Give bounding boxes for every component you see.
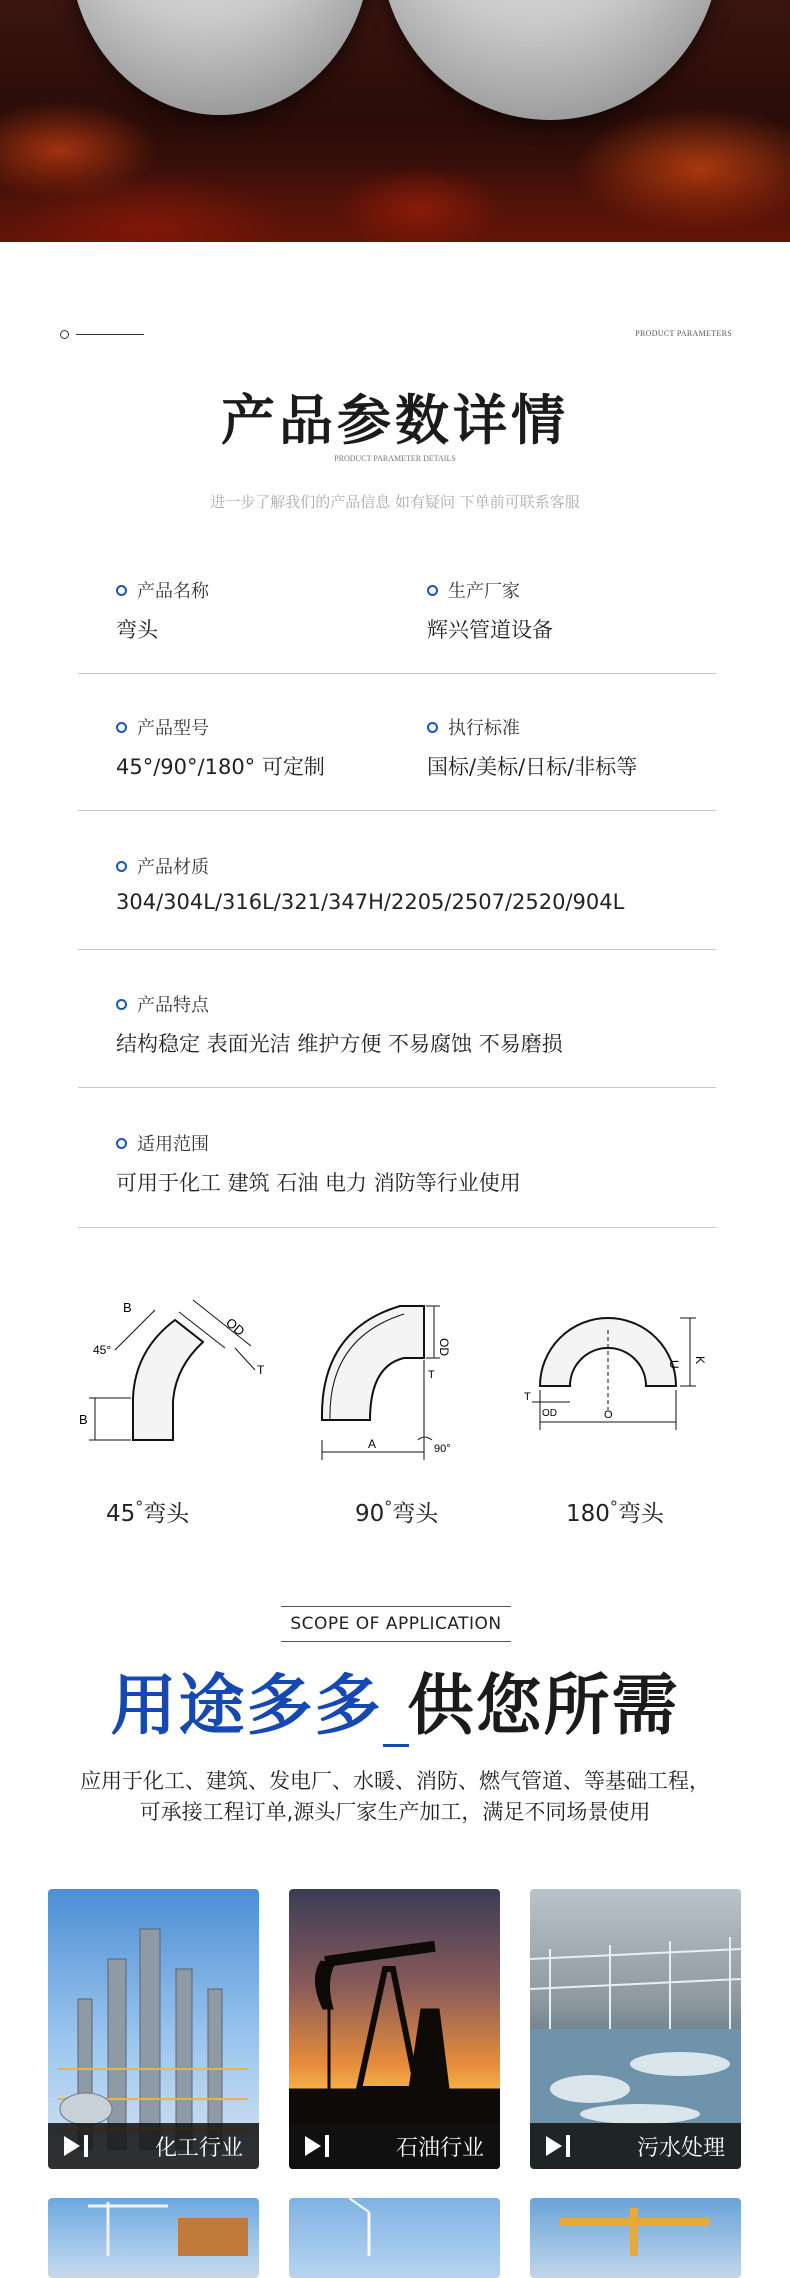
card-caption-bar <box>530 2123 741 2169</box>
dim-label: B <box>79 1412 88 1427</box>
play-icon[interactable] <box>546 2132 586 2160</box>
divider <box>78 673 716 674</box>
param-row <box>78 578 716 674</box>
industry-card-pipeline[interactable] <box>530 2198 741 2278</box>
wind-turbine-image <box>289 2198 500 2256</box>
dim-label: 45° <box>93 1343 112 1357</box>
divider <box>78 949 716 950</box>
param-manufacturer: 生产厂家 辉兴管道设备 <box>427 581 553 642</box>
param-row <box>78 992 716 1088</box>
param-model: 产品型号 45°/90°/180° 可定制 <box>116 718 325 779</box>
dim-label: A <box>368 1437 377 1451</box>
bullet-dot-icon <box>116 1138 127 1149</box>
industry-card-chemical[interactable] <box>48 1889 259 2169</box>
construction-image <box>48 2198 259 2256</box>
param-standard: 执行标准 国标/美标/日标/非标等 <box>427 718 638 779</box>
decor-line <box>76 334 144 335</box>
decor-circle-icon <box>60 330 69 339</box>
divider <box>78 810 716 811</box>
bullet-dot-icon <box>427 585 438 596</box>
card-label: 污水处理 <box>636 2135 725 2161</box>
param-row <box>78 854 716 950</box>
dim-label: OD <box>437 1338 451 1356</box>
dim-label: K <box>693 1356 707 1365</box>
dim-label: 90° <box>434 1443 451 1455</box>
play-icon[interactable] <box>305 2132 345 2160</box>
scope-tag: SCOPE OF APPLICATION <box>281 1606 511 1642</box>
param-product-name: 产品名称 弯头 <box>116 581 209 642</box>
dim-label: OD <box>542 1408 557 1419</box>
pipeline-image <box>530 2198 741 2256</box>
title-underline <box>383 1744 409 1747</box>
steel-cap-image-left <box>70 0 370 115</box>
elbow-45-label: 45°弯头 <box>106 1497 190 1527</box>
param-row <box>78 1131 716 1228</box>
section-tag-en: PRODUCT PARAMETERS <box>635 329 732 338</box>
hero-banner <box>0 0 790 242</box>
bullet-dot-icon <box>116 861 127 872</box>
section-subtitle-en: PRODUCT PARAMETER DETAILS <box>334 454 456 463</box>
elbow-90-diagram <box>300 1290 490 1470</box>
elbow-180-diagram <box>520 1290 720 1470</box>
industry-card-power[interactable] <box>289 2198 500 2278</box>
bullet-dot-icon <box>116 999 127 1010</box>
elbow-45-diagram <box>75 1290 295 1470</box>
param-material: 产品材质 304/304L/316L/321/347H/2205/2507/2520/904L <box>116 857 625 914</box>
card-caption-bar <box>289 2123 500 2169</box>
steel-cap-image-right <box>380 0 720 120</box>
dim-label: T <box>524 1391 531 1403</box>
param-features: 产品特点 结构稳定 表面光洁 维护方便 不易腐蚀 不易磨损 <box>116 995 563 1056</box>
section-subtitle-cn: 进一步了解我们的产品信息 如有疑问 下单前可联系客服 <box>210 493 580 511</box>
card-label: 石油行业 <box>395 2135 484 2161</box>
dim-label: OD <box>223 1314 248 1339</box>
elbow-180-label: 180°弯头 <box>566 1497 664 1527</box>
divider <box>78 1087 716 1088</box>
dim-label: U <box>667 1360 681 1369</box>
scope-description: 应用于化工、建筑、发电厂、水暖、消防、燃气管道、等基础工程， 可承接工程订单,源头厂家生产加工，满足不同场景使用 <box>80 1769 710 1824</box>
param-scope: 适用范围 可用于化工 建筑 石油 电力 消防等行业使用 <box>116 1134 521 1195</box>
card-label: 化工行业 <box>154 2135 243 2161</box>
play-icon[interactable] <box>64 2132 104 2160</box>
bullet-dot-icon <box>116 585 127 596</box>
industry-card-construction[interactable] <box>48 2198 259 2278</box>
industry-card-wastewater[interactable] <box>530 1889 741 2169</box>
card-caption-bar <box>48 2123 259 2169</box>
dim-label: B <box>123 1300 132 1315</box>
dim-label: T <box>428 1369 435 1381</box>
page-title: 产品参数详情 <box>221 389 569 452</box>
param-row <box>78 715 716 811</box>
dim-label: O <box>604 1409 613 1421</box>
bullet-dot-icon <box>427 722 438 733</box>
divider <box>78 1227 716 1228</box>
bullet-dot-icon <box>116 722 127 733</box>
dim-label: T <box>257 1363 265 1377</box>
industry-card-oil[interactable] <box>289 1889 500 2169</box>
elbow-90-label: 90°弯头 <box>355 1497 439 1527</box>
scope-title: 用途多多 供您所需 <box>110 1667 680 1744</box>
